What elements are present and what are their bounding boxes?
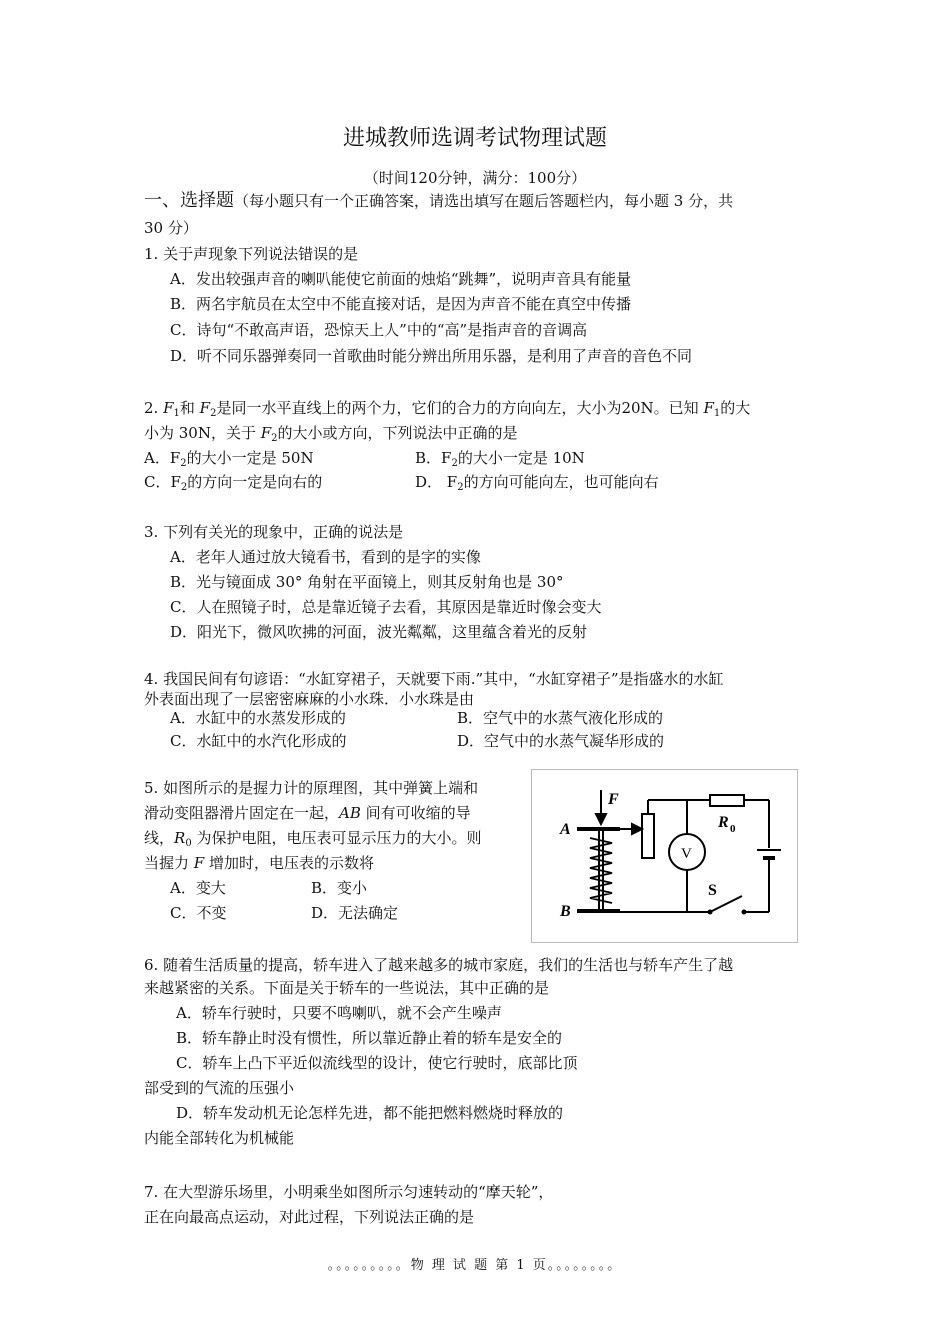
question-2-option-a	[144, 448, 314, 468]
question-3-option-a: A．老年人通过放大镜看书，看到的是字的实像	[170, 548, 481, 566]
figure-label-r: R	[718, 814, 729, 831]
q5-text: 线，	[144, 829, 175, 847]
question-1-option-a: A．发出较强声音的喇叭能使它前面的烛焰“跳舞”，说明声音具有能量	[170, 270, 632, 288]
q2-force-symbol: F	[260, 424, 272, 442]
question-4-option-a: A．水缸中的水蒸发形成的	[170, 709, 346, 727]
q2-subscript: 2	[180, 482, 188, 493]
question-7-stem-line1: 7. 在大型游乐场里，小明乘坐如图所示匀速转动的“摩天轮”，	[144, 1183, 554, 1201]
q2-text: 小为 30N，关于	[144, 424, 261, 442]
q5-text: 当握力	[144, 854, 194, 872]
question-4-stem-line2: 外表面出现了一层密密麻麻的小水珠．小水珠是由	[144, 690, 475, 708]
figure-label-s: S	[708, 882, 717, 899]
question-4-stem-line1: 4. 我国民间有句谚语：“水缸穿裙子，天就要下雨.”其中，“水缸穿裙子”是指盛水的水缸	[144, 670, 724, 688]
q5-symbol-r: R	[174, 829, 186, 847]
question-5-option-b: B．变小	[311, 879, 368, 897]
question-2-stem-line2	[144, 423, 518, 443]
q2-subscript: 2	[210, 408, 217, 419]
section-heading	[144, 191, 733, 211]
q2-subscript: 2	[271, 433, 278, 444]
q2-subscript: 1	[173, 408, 180, 419]
figure-label-a: A	[560, 821, 571, 838]
q2-subscript: 2	[457, 482, 464, 493]
question-6-option-d-line2: 内能全部转化为机械能	[144, 1129, 295, 1147]
question-6-option-c-line2: 部受到的气流的压强小	[144, 1079, 295, 1097]
question-6-option-c-line1: C．轿车上凸下平近似流线型的设计，使它行驶时，底部比顶	[176, 1054, 578, 1072]
question-6-stem-line2: 来越紧密的关系。下面是关于轿车的一些说法，其中正确的是	[144, 979, 550, 997]
figure-label-b: B	[560, 903, 571, 920]
question-6-stem-line1: 6. 随着生活质量的提高，轿车进入了越来越多的城市家庭，我们的生活也与轿车产生了越	[144, 956, 734, 974]
question-2-option-d	[415, 472, 659, 492]
question-5-line2	[144, 803, 471, 823]
q2-option-text: C．F	[144, 473, 181, 491]
q5-text: 增加时，电压表的示数将	[204, 854, 374, 872]
question-5-option-d: D．无法确定	[311, 904, 399, 922]
q5-subscript: 0	[185, 838, 192, 849]
question-3-stem: 3. 下列有关光的现象中，正确的说法是	[144, 523, 404, 541]
q2-subscript: 2	[451, 458, 458, 469]
q2-force-symbol: F	[163, 399, 174, 417]
figure-label-r-sub: 0	[730, 823, 736, 835]
q2-option-text: B．F	[415, 449, 452, 467]
exam-info: （时间120分钟，满分：100分）	[363, 169, 587, 187]
q2-option-text: 的大小一定是 50N	[186, 449, 314, 467]
q2-text: 的大小或方向，下列说法中正确的是	[277, 424, 518, 442]
question-2-stem-line1	[144, 398, 750, 418]
question-5-option-a: A．变大	[170, 879, 226, 897]
question-3-option-b: B．光与镜面成 30° 角射在平面镜上，则其反射角也是 30°	[170, 573, 564, 591]
question-4-option-c: C．水缸中的水汽化形成的	[170, 732, 347, 750]
question-6-option-b: B．轿车静止时没有惯性，所以靠近静止着的轿车是安全的	[176, 1029, 563, 1047]
q2-option-text: 的方向一定是向右的	[187, 473, 323, 491]
section-title: 一、选择题	[144, 190, 234, 211]
figure-label-f: F	[608, 791, 619, 808]
question-7-stem-line2: 正在向最高点运动，对此过程，下列说法正确的是	[144, 1208, 475, 1226]
q2-option-text: D． F	[415, 473, 458, 491]
question-1-stem: 1. 关于声现象下列说法错误的是	[144, 245, 359, 263]
question-5-line4	[144, 853, 374, 873]
question-4-option-b: B．空气中的水蒸气液化形成的	[457, 709, 664, 727]
question-3-option-c: C．人在照镜子时，总是靠近镜子去看，其原因是靠近时像会变大	[170, 598, 602, 616]
question-2-option-b	[415, 448, 585, 468]
question-3-option-d: D．阳光下，微风吹拂的河面，波光粼粼，这里蕴含着光的反射	[170, 623, 588, 641]
page-title: 进城教师选调考试物理试题	[342, 126, 607, 151]
question-2-option-c	[144, 472, 322, 492]
question-1-option-c: C．诗句“不敢高声语，恐惊天上人”中的“高”是指声音的音调高	[170, 321, 588, 339]
page-footer: 。。。。。。。。。物 理 试 题 第 1 页。。。。。。。。	[327, 1258, 623, 1273]
question-6-option-a: A．轿车行驶时，只要不鸣喇叭，就不会产生噪声	[176, 1004, 502, 1022]
q2-force-symbol: F	[703, 399, 714, 417]
section-note-line2: 30 分）	[144, 219, 198, 237]
q5-symbol-f: F	[193, 854, 205, 872]
q2-option-text: 的方向可能向左，也可能向右	[463, 473, 659, 491]
question-1-option-b: B．两名宇航员在太空中不能直接对话，是因为声音不能在真空中传播	[170, 295, 632, 313]
q2-subscript: 1	[713, 408, 721, 419]
grip-meter-circuit-figure	[531, 769, 798, 943]
q2-text: 和	[179, 399, 200, 417]
question-5-option-c: C．不变	[170, 904, 227, 922]
q2-option-text: A．F	[144, 449, 181, 467]
q5-text: 间有可收缩的导	[360, 804, 471, 822]
question-5-line3	[144, 828, 481, 848]
q5-symbol-ab: AB	[339, 804, 361, 822]
section-note-line1: （每小题只有一个正确答案，请选出填写在题后答题栏内，每小题 3 分，共	[234, 192, 734, 210]
question-6-option-d-line1: D．轿车发动机无论怎样先进，都不能把燃料燃烧时释放的	[176, 1104, 564, 1122]
q2-subscript: 2	[180, 458, 187, 469]
question-5-line1: 5. 如图所示的是握力计的原理图，其中弹簧上端和	[144, 779, 479, 797]
q2-force-symbol: F	[199, 399, 211, 417]
question-4-option-d: D．空气中的水蒸气凝华形成的	[457, 732, 665, 750]
circuit-diagram	[532, 770, 797, 942]
q2-text: 2.	[144, 399, 164, 417]
q2-text: 的大	[720, 399, 751, 417]
question-1-option-d: D．听不同乐器弹奏同一首歌曲时能分辨出所用乐器，是利用了声音的音色不同	[170, 347, 693, 365]
voltmeter-label: V	[681, 846, 692, 862]
q5-text: 滑动变阻器滑片固定在一起，	[144, 804, 340, 822]
q2-option-text: 的大小一定是 10N	[457, 449, 585, 467]
q2-text: 是同一水平直线上的两个力，它们的合力的方向向左，大小为20N。已知	[216, 399, 704, 417]
q5-text: 为保护电阻，电压表可显示压力的大小。则	[191, 829, 482, 847]
